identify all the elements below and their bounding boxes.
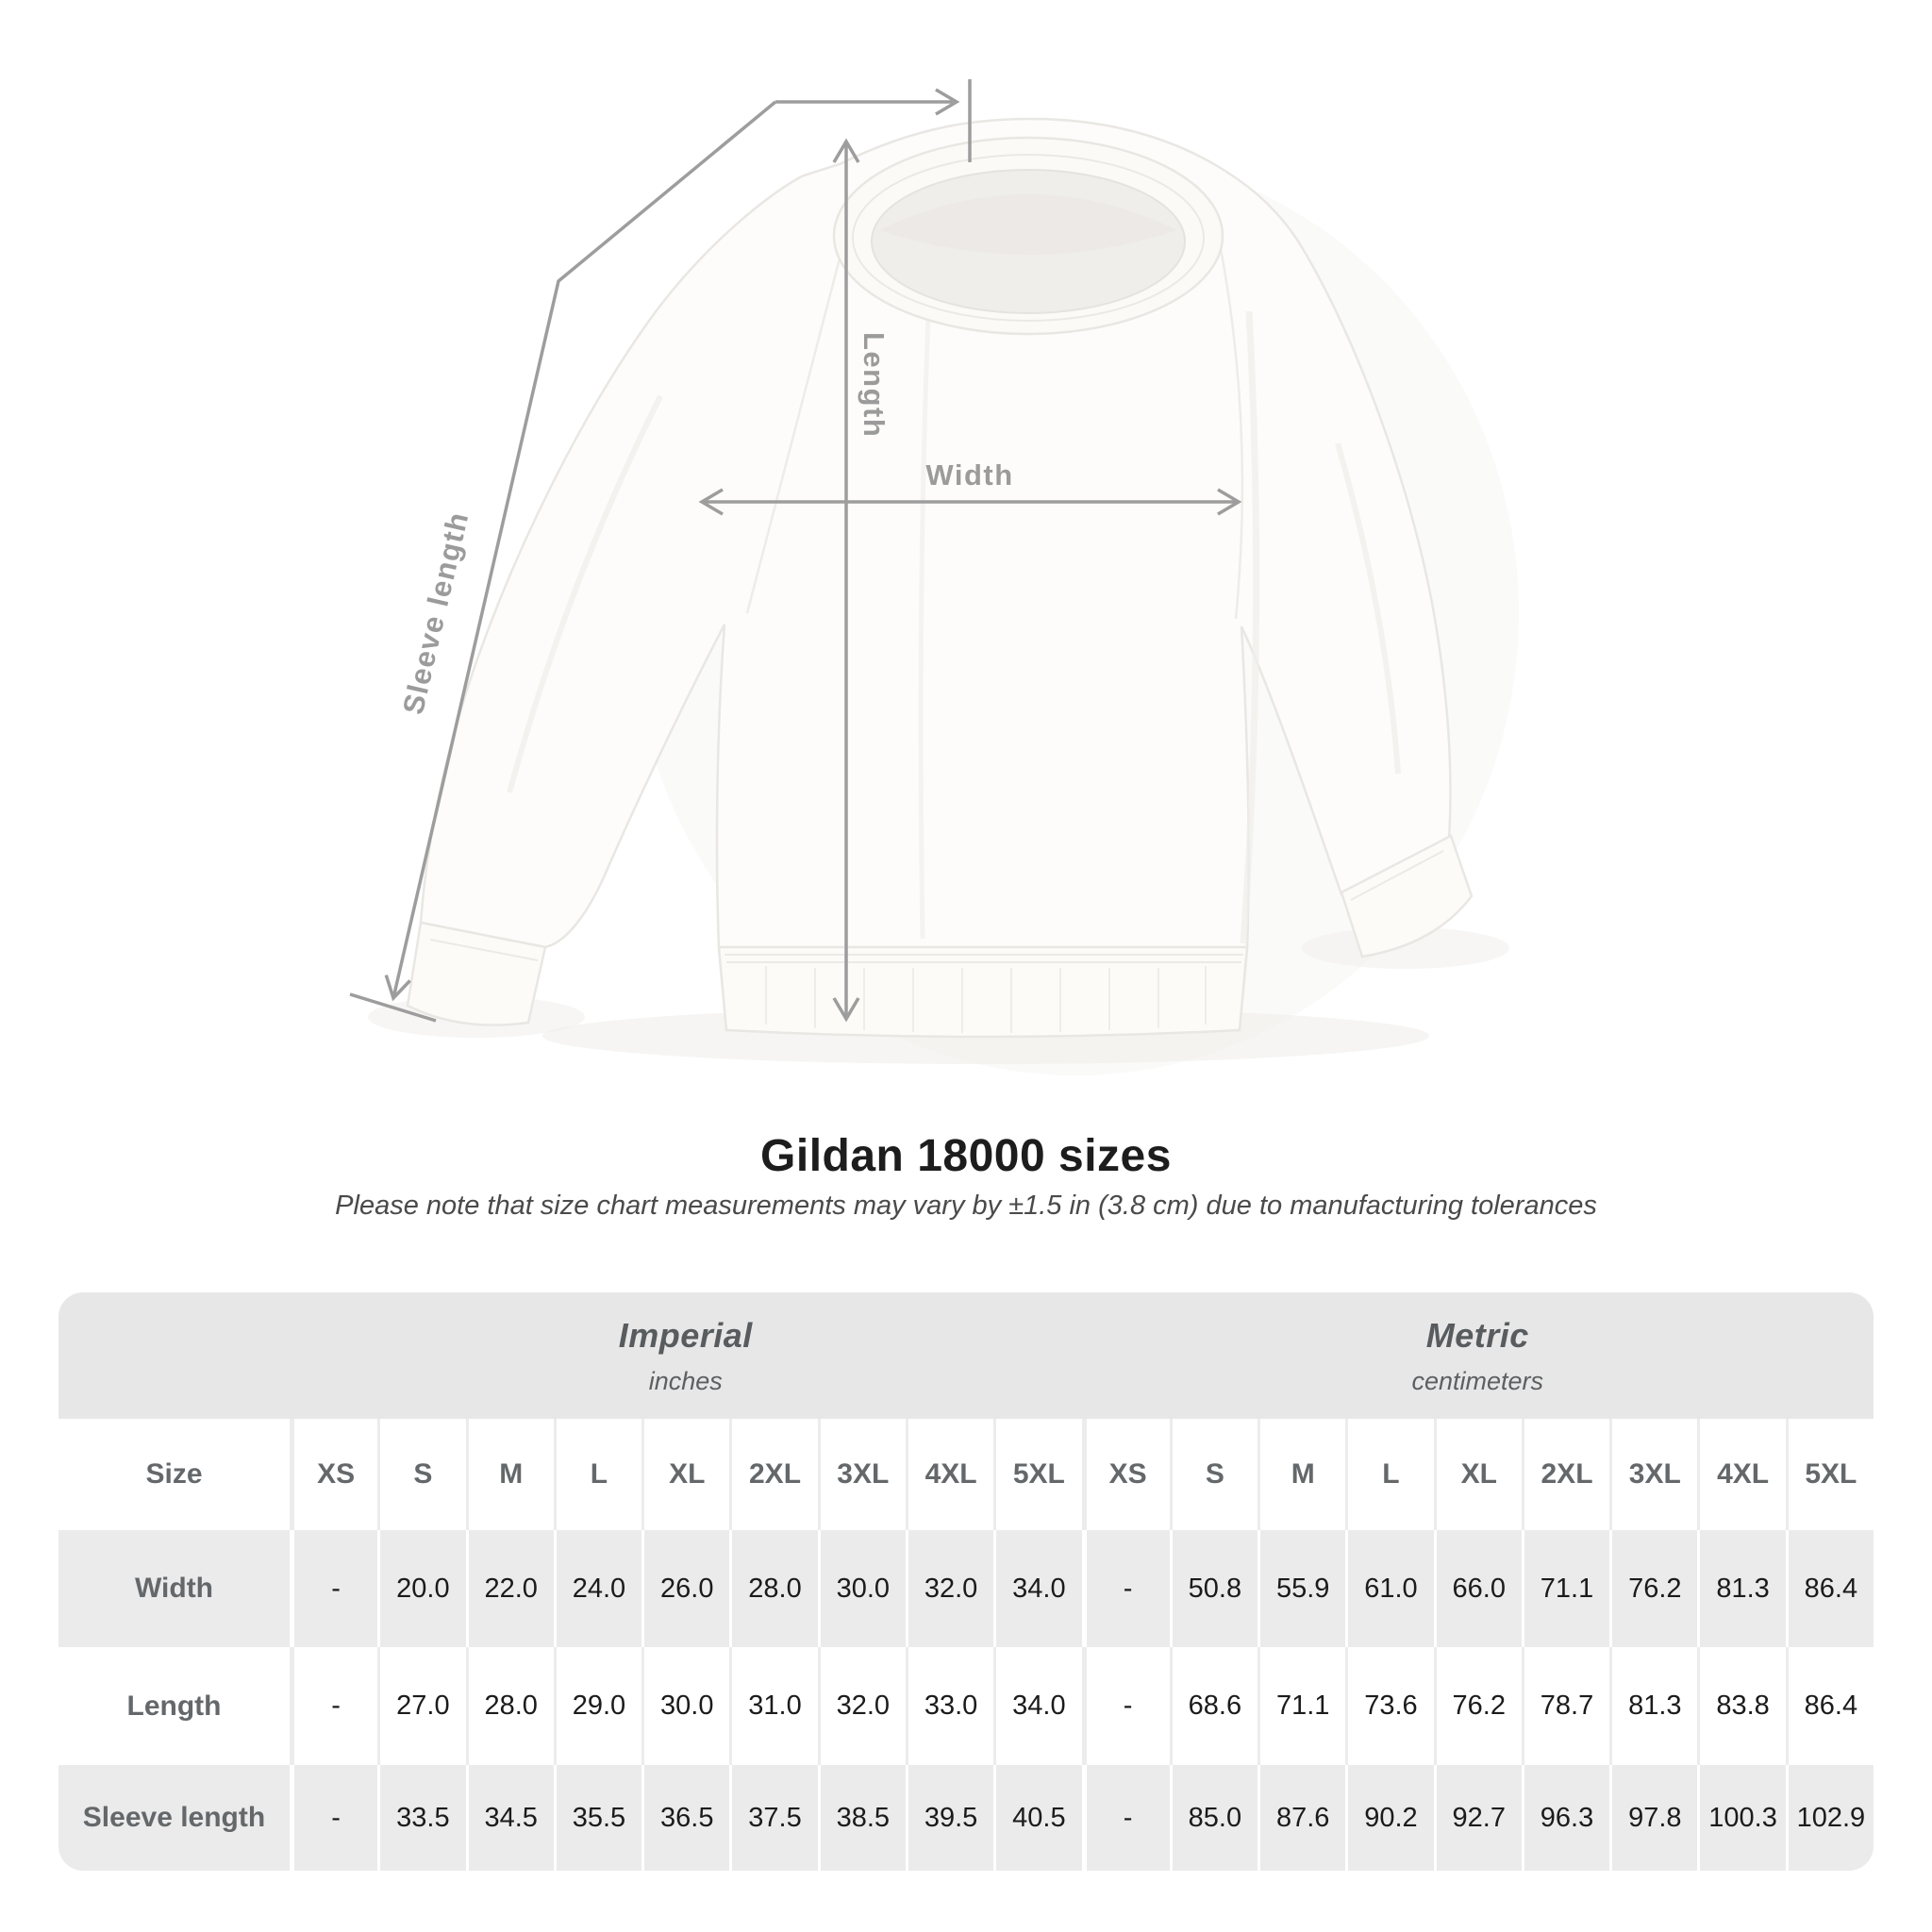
value-cell: 35.5 xyxy=(554,1765,641,1871)
value-cell: 34.0 xyxy=(993,1647,1081,1765)
unit-group-spacer xyxy=(58,1292,290,1419)
size-header-cell: XL xyxy=(1434,1419,1522,1530)
value-cell: 28.0 xyxy=(729,1530,817,1647)
value-cell: 81.3 xyxy=(1609,1647,1697,1765)
value-cell: 73.6 xyxy=(1345,1647,1433,1765)
collar xyxy=(834,138,1223,334)
unit-group-row xyxy=(58,1292,1874,1419)
value-cell: - xyxy=(1082,1765,1170,1871)
size-header-row xyxy=(58,1419,1874,1530)
value-cell: 100.3 xyxy=(1697,1765,1785,1871)
value-cell: 33.0 xyxy=(906,1647,993,1765)
metric-unit: centimeters xyxy=(1411,1366,1544,1395)
table-row-width xyxy=(58,1530,1874,1647)
size-header-cell: XS xyxy=(1082,1419,1170,1530)
metric-label: Metric xyxy=(1425,1315,1529,1355)
size-header-cell: XS xyxy=(290,1419,377,1530)
value-cell: 92.7 xyxy=(1434,1765,1522,1871)
size-header-cell: 4XL xyxy=(1697,1419,1785,1530)
value-cell: 37.5 xyxy=(729,1765,817,1871)
size-header-cell: 5XL xyxy=(993,1419,1081,1530)
value-cell: 78.7 xyxy=(1522,1647,1609,1765)
imperial-unit: inches xyxy=(648,1366,723,1395)
value-cell: 71.1 xyxy=(1257,1647,1345,1765)
value-cell: 36.5 xyxy=(641,1765,729,1871)
value-cell: 81.3 xyxy=(1697,1530,1785,1647)
value-cell: 30.0 xyxy=(641,1647,729,1765)
imperial-label: Imperial xyxy=(618,1315,753,1355)
value-cell: 86.4 xyxy=(1786,1530,1874,1647)
sleeve-length-measure-label: Sleeve length xyxy=(396,508,475,718)
value-cell: 86.4 xyxy=(1786,1647,1874,1765)
value-cell: 27.0 xyxy=(377,1647,465,1765)
size-column-header: Size xyxy=(145,1458,203,1490)
value-cell: 38.5 xyxy=(818,1765,906,1871)
value-cell: 20.0 xyxy=(377,1530,465,1647)
value-cell: 66.0 xyxy=(1434,1530,1522,1647)
value-cell: 85.0 xyxy=(1170,1765,1257,1871)
value-cell: 28.0 xyxy=(466,1647,554,1765)
value-cell: - xyxy=(290,1765,377,1871)
value-cell: 76.2 xyxy=(1434,1647,1522,1765)
value-cell: - xyxy=(1082,1647,1170,1765)
value-cell: 24.0 xyxy=(554,1530,641,1647)
size-table xyxy=(58,1292,1874,1871)
row-label-cell: Sleeve length xyxy=(82,1802,266,1833)
value-cell: 32.0 xyxy=(818,1647,906,1765)
value-cell: 22.0 xyxy=(466,1530,554,1647)
table-row-length xyxy=(58,1647,1874,1765)
width-measure-label: Width xyxy=(925,458,1014,491)
size-header-cell: XL xyxy=(641,1419,729,1530)
value-cell: 33.5 xyxy=(377,1765,465,1871)
value-cell: - xyxy=(1082,1530,1170,1647)
page-title: Gildan 18000 sizes xyxy=(760,1131,1172,1181)
size-header-cell: 5XL xyxy=(1786,1419,1874,1530)
value-cell: 31.0 xyxy=(729,1647,817,1765)
row-label-cell: Width xyxy=(134,1573,214,1604)
length-measure-label: Length xyxy=(858,332,891,439)
size-header-cell: 3XL xyxy=(818,1419,906,1530)
size-header-cell: 3XL xyxy=(1609,1419,1697,1530)
row-label-cell: Length xyxy=(126,1690,222,1722)
value-cell: 71.1 xyxy=(1522,1530,1609,1647)
value-cell: 55.9 xyxy=(1257,1530,1345,1647)
value-cell: 50.8 xyxy=(1170,1530,1257,1647)
value-cell: 102.9 xyxy=(1786,1765,1874,1871)
size-header-cell: S xyxy=(1170,1419,1257,1530)
value-cell: 34.0 xyxy=(993,1530,1081,1647)
value-cell: 96.3 xyxy=(1522,1765,1609,1871)
value-cell: 68.6 xyxy=(1170,1647,1257,1765)
size-header-cell: M xyxy=(1257,1419,1345,1530)
value-cell: - xyxy=(290,1530,377,1647)
value-cell: 39.5 xyxy=(906,1765,993,1871)
value-cell: 90.2 xyxy=(1345,1765,1433,1871)
size-header-cell: S xyxy=(377,1419,465,1530)
imperial-group-header xyxy=(290,1292,1082,1419)
value-cell: 76.2 xyxy=(1609,1530,1697,1647)
value-cell: 34.5 xyxy=(466,1765,554,1871)
size-header-cell: 2XL xyxy=(1522,1419,1609,1530)
value-cell: 26.0 xyxy=(641,1530,729,1647)
value-cell: 61.0 xyxy=(1345,1530,1433,1647)
hem-band xyxy=(719,947,1247,1037)
size-header-cell: M xyxy=(466,1419,554,1530)
value-cell: - xyxy=(290,1647,377,1765)
size-header-cell: 4XL xyxy=(906,1419,993,1530)
value-cell: 29.0 xyxy=(554,1647,641,1765)
value-cell: 97.8 xyxy=(1609,1765,1697,1871)
size-header-cell: L xyxy=(1345,1419,1433,1530)
size-header-cell: L xyxy=(554,1419,641,1530)
metric-group-header xyxy=(1082,1292,1874,1419)
tolerance-note: Please note that size chart measurements may vary by ±1.5 in (3.8 cm) due to manufacturing tolerances xyxy=(335,1191,1597,1221)
value-cell: 32.0 xyxy=(906,1530,993,1647)
value-cell: 30.0 xyxy=(818,1530,906,1647)
table-row-sleeve-length xyxy=(58,1765,1874,1871)
value-cell: 40.5 xyxy=(993,1765,1081,1871)
value-cell: 83.8 xyxy=(1697,1647,1785,1765)
size-header-cell: 2XL xyxy=(729,1419,817,1530)
value-cell: 87.6 xyxy=(1257,1765,1345,1871)
